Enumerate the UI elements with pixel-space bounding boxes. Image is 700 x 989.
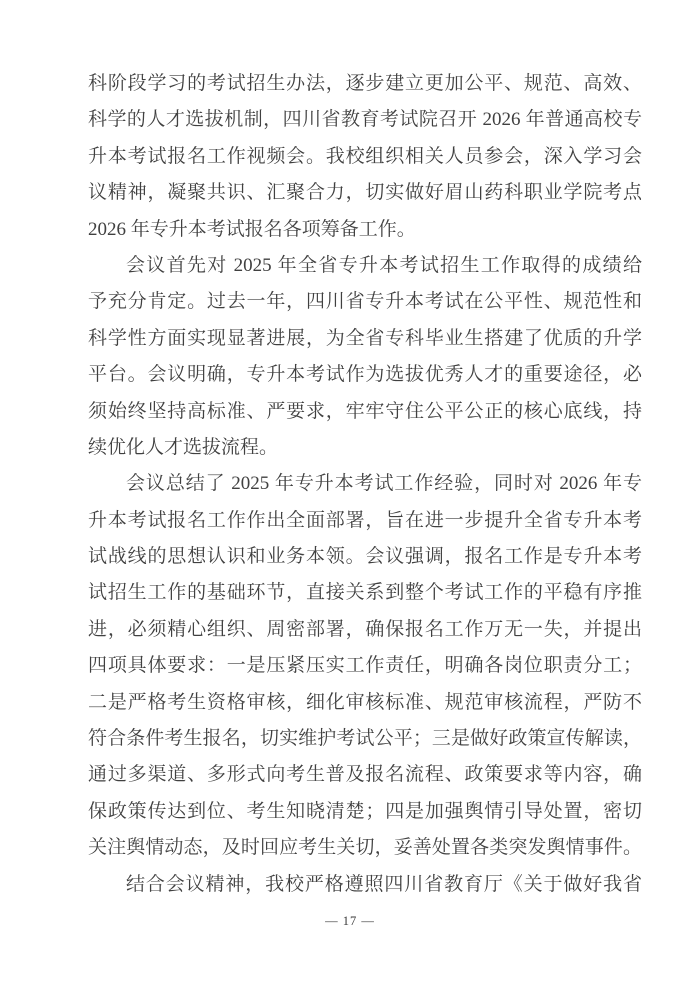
text-line: 予充分肯定。过去一年，四川省专升本考试在公平性、规范性和 bbox=[88, 291, 642, 313]
text-line: 关注舆情动态，及时回应考生关切，妥善处置各类突发舆情事件。 bbox=[88, 837, 642, 859]
text-line: 符合条件考生报名，切实维护考试公平；三是做好政策宣传解读， bbox=[88, 728, 642, 750]
text-line: 试战线的思想认识和业务本领。会议强调，报名工作是专升本考 bbox=[88, 546, 642, 568]
text-line: 续优化人才选拔流程。 bbox=[88, 436, 279, 458]
text-line: 会议首先对 2025 年全省专升本考试招生工作取得的成绩给 bbox=[126, 254, 642, 276]
text-line: 保政策传达到位、考生知晓清楚；四是加强舆情引导处置，密切 bbox=[88, 800, 642, 822]
text-line: 科学性方面实现显著进展，为全省专科毕业生搭建了优质的升学 bbox=[88, 327, 642, 349]
text-line: 升本考试报名工作作出全面部署，旨在进一步提升全省专升本考 bbox=[88, 509, 642, 531]
text-line: 科阶段学习的考试招生办法，逐步建立更加公平、规范、高效、 bbox=[88, 73, 642, 94]
text-line: 升本考试报名工作视频会。我校组织相关人员参会，深入学习会 bbox=[88, 145, 642, 167]
paragraph-4 bbox=[88, 867, 642, 903]
text-line: 四项具体要求：一是压紧压实工作责任，明确各岗位职责分工； bbox=[88, 655, 642, 677]
text-line: 科学的人才选拔机制，四川省教育考试院召开 2026 年普通高校专 bbox=[88, 109, 642, 131]
paragraph-2 bbox=[88, 248, 642, 466]
text-line: 平台。会议明确，专升本考试作为选拔优秀人才的重要途径，必 bbox=[88, 364, 642, 386]
text-line: 2026 年专升本考试报名各项筹备工作。 bbox=[88, 218, 416, 240]
document-body bbox=[88, 66, 642, 903]
text-line: 会议总结了 2025 年专升本考试工作经验，同时对 2026 年专 bbox=[126, 473, 642, 495]
text-line: 议精神，凝聚共识、汇聚合力，切实做好眉山药科职业学院考点 bbox=[88, 182, 642, 204]
text-line: 结合会议精神，我校严格遵照四川省教育厅《关于做好我省 bbox=[126, 873, 642, 895]
text-line: 二是严格考生资格审核，细化审核标准、规范审核流程，严防不 bbox=[88, 691, 642, 713]
text-line: 通过多渠道、多形式向考生普及报名流程、政策要求等内容，确 bbox=[88, 764, 642, 786]
paragraph-3 bbox=[88, 466, 642, 866]
paragraph-1 bbox=[88, 66, 642, 248]
text-line: 进，必须精心组织、周密部署，确保报名工作万无一失，并提出 bbox=[88, 618, 642, 640]
text-line: 试招生工作的基础环节，直接关系到整个考试工作的平稳有序推 bbox=[88, 582, 642, 604]
page-number: — 17 — bbox=[325, 914, 375, 928]
text-line: 须始终坚持高标准、严要求，牢牢守住公平公正的核心底线，持 bbox=[88, 400, 642, 422]
